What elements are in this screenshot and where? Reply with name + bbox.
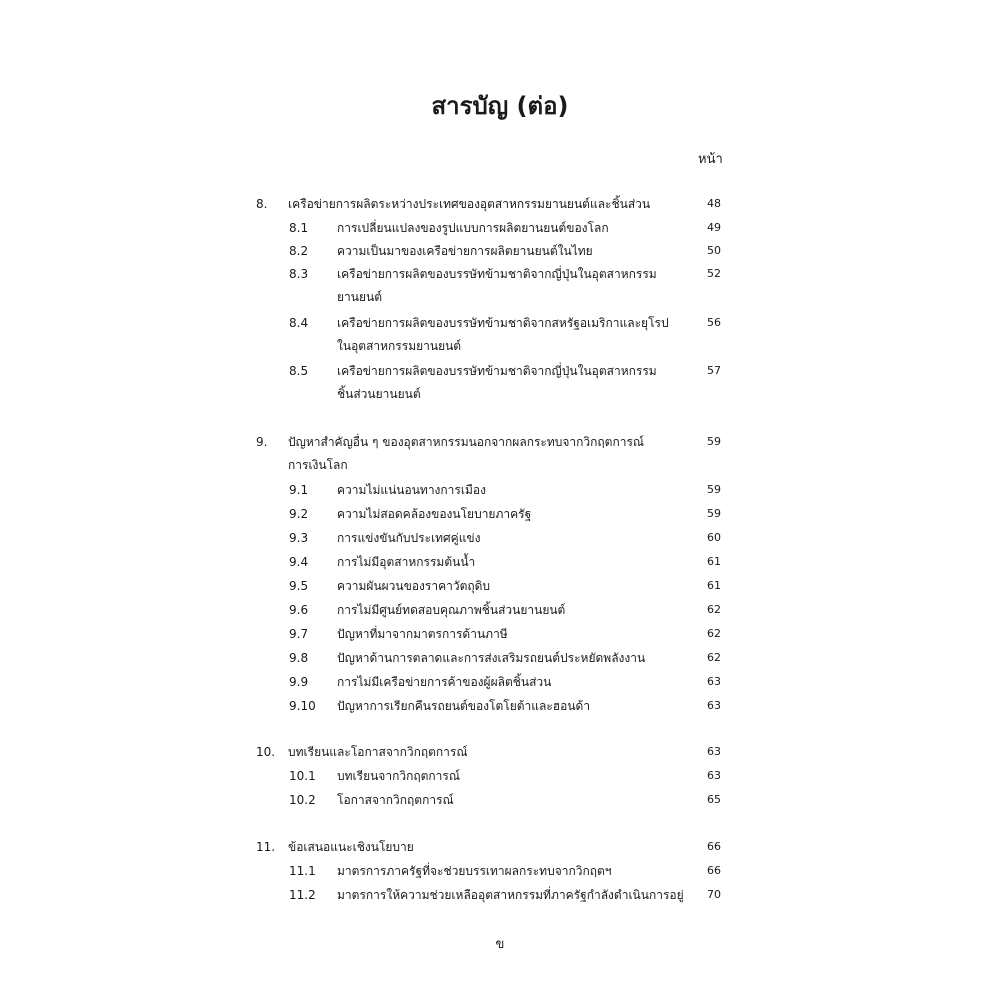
toc-entry-title: มาตรการภาครัฐที่จะช่วยบรรเทาผลกระทบจากวิกฤตฯ <box>337 864 612 878</box>
toc-entry-page: 65 <box>707 793 721 806</box>
toc-entry-title: ความเป็นมาของเครือข่ายการผลิตยานยนต์ในไทย <box>337 244 593 258</box>
toc-entry-number: 9.9 <box>289 675 309 689</box>
toc-entry-line <box>0 647 1000 669</box>
toc-entry-page: 62 <box>707 627 721 640</box>
page-number-footer: ข <box>495 937 505 952</box>
toc-entry-title: ความผันผวนของราคาวัตถุดิบ <box>337 579 491 593</box>
toc-entry-line <box>0 765 1000 787</box>
toc-entry-title: บทเรียนจากวิกฤตการณ์ <box>337 769 460 783</box>
toc-entry-number: 9.8 <box>289 651 309 665</box>
toc-entry-line <box>0 741 1000 763</box>
toc-entry-number: 10.2 <box>289 793 316 807</box>
toc-entry-title: การไม่มีเครือข่ายการค้าของผู้ผลิตชิ้นส่วน <box>337 675 552 689</box>
toc-entry-number: 9.7 <box>289 627 309 641</box>
toc-entry-number: 9.10 <box>289 699 316 713</box>
toc-entry-title: ปัญหาที่มาจากมาตรการด้านภาษี <box>337 627 508 641</box>
toc-entry-title: เครือข่ายการผลิตของบรรษัทข้ามชาติจากญี่ปุ่นในอุตสาหกรรม <box>337 267 657 281</box>
toc-entry-title: การไม่มีศูนย์ทดสอบคุณภาพชิ้นส่วนยานยนต์ <box>337 603 566 617</box>
page-column-header: หน้า <box>698 152 723 167</box>
toc-entry-number: 11.1 <box>289 864 316 878</box>
toc-entry-number: 9.4 <box>289 555 309 569</box>
toc-entry-line <box>0 836 1000 858</box>
toc-entry-page: 57 <box>707 364 721 377</box>
toc-entry-number: 11.2 <box>289 888 316 902</box>
toc-entry-line <box>0 503 1000 525</box>
toc-entry-title: ปัญหาด้านการตลาดและการส่งเสริมรถยนต์ประหยัดพลังงาน <box>337 651 646 665</box>
toc-entry-title: การเงินโลก <box>288 458 348 472</box>
toc-entry-page: 50 <box>707 244 721 257</box>
toc-entry-number: 10. <box>256 745 276 759</box>
toc-entry-page: 61 <box>707 579 721 592</box>
toc-entry-line <box>0 383 1000 405</box>
toc-entry-number: 8.4 <box>289 316 309 330</box>
toc-entry-title: ชิ้นส่วนยานยนต์ <box>337 387 421 401</box>
toc-entry-page: 62 <box>707 603 721 616</box>
toc-entry-page: 60 <box>707 531 721 544</box>
toc-entry-line <box>0 240 1000 262</box>
toc-entry-line <box>0 599 1000 621</box>
toc-entry-line <box>0 695 1000 717</box>
toc-entry-line <box>0 479 1000 501</box>
toc-entry-line <box>0 286 1000 308</box>
toc-entry-page: 48 <box>707 197 721 210</box>
toc-entry-page: 59 <box>707 507 721 520</box>
toc-entry-title: เครือข่ายการผลิตระหว่างประเทศของอุตสาหกรรมยานยนต์และชิ้นส่วน <box>288 197 651 211</box>
toc-entry-page: 63 <box>707 699 721 712</box>
toc-entry-title: ยานยนต์ <box>337 290 382 304</box>
toc-entry-line <box>0 860 1000 882</box>
toc-entry-line <box>0 335 1000 357</box>
toc-entry-number: 9.1 <box>289 483 309 497</box>
toc-entry-number: 8.5 <box>289 364 309 378</box>
toc-entry-line <box>0 312 1000 334</box>
toc-entry-page: 59 <box>707 435 721 448</box>
toc-entry-page: 63 <box>707 675 721 688</box>
toc-entry-line <box>0 575 1000 597</box>
toc-entry-title: การเปลี่ยนแปลงของรูปแบบการผลิตยานยนต์ของโลก <box>337 221 609 235</box>
toc-entry-line <box>0 527 1000 549</box>
toc-entry-page: 63 <box>707 745 721 758</box>
toc-entry-title: ปัญหาการเรียกคืนรถยนต์ของโตโยต้าและฮอนด้า <box>337 699 591 713</box>
toc-entry-line <box>0 789 1000 811</box>
toc-entry-page: 66 <box>707 840 721 853</box>
page-title: สารบัญ (ต่อ) <box>431 92 569 120</box>
toc-entry-number: 9.5 <box>289 579 309 593</box>
toc-entry-title: ความไม่แน่นอนทางการเมือง <box>337 483 486 497</box>
toc-entry-title: โอกาสจากวิกฤตการณ์ <box>337 793 454 807</box>
toc-entry-page: 62 <box>707 651 721 664</box>
toc-entry-title: ปัญหาสำคัญอื่น ๆ ของอุตสาหกรรมนอกจากผลกระทบจากวิกฤตการณ์ <box>288 435 645 449</box>
toc-entry-number: 9.3 <box>289 531 309 545</box>
toc-entry-line <box>0 193 1000 215</box>
toc-entry-line <box>0 454 1000 476</box>
toc-entry-title: เครือข่ายการผลิตของบรรษัทข้ามชาติจากญี่ปุ่นในอุตสาหกรรม <box>337 364 657 378</box>
toc-entry-page: 63 <box>707 769 721 782</box>
toc-entry-title: เครือข่ายการผลิตของบรรษัทข้ามชาติจากสหรัฐอเมริกาและยุโรป <box>337 316 669 330</box>
toc-entry-line <box>0 671 1000 693</box>
toc-entry-line <box>0 884 1000 906</box>
toc-entry-line <box>0 360 1000 382</box>
toc-entry-line <box>0 217 1000 239</box>
toc-entry-number: 11. <box>256 840 276 854</box>
toc-entry-page: 61 <box>707 555 721 568</box>
toc-entry-title: ความไม่สอดคล้องของนโยบายภาครัฐ <box>337 507 532 521</box>
toc-entry-number: 8.3 <box>289 267 309 281</box>
toc-entry-number: 8.2 <box>289 244 309 258</box>
toc-entry-number: 9.2 <box>289 507 309 521</box>
toc-entry-line <box>0 623 1000 645</box>
toc-entry-number: 9.6 <box>289 603 309 617</box>
toc-entry-number: 8.1 <box>289 221 309 235</box>
toc-entry-page: 49 <box>707 221 721 234</box>
toc-entry-page: 52 <box>707 267 721 280</box>
toc-entry-page: 59 <box>707 483 721 496</box>
toc-entry-title: ในอุตสาหกรรมยานยนต์ <box>337 339 462 353</box>
toc-entry-number: 10.1 <box>289 769 316 783</box>
toc-entry-title: บทเรียนและโอกาสจากวิกฤตการณ์ <box>288 745 468 759</box>
toc-entry-line <box>0 551 1000 573</box>
toc-entry-line <box>0 263 1000 285</box>
toc-entry-title: การไม่มีอุตสาหกรรมต้นน้ำ <box>337 555 476 569</box>
toc-entry-page: 70 <box>707 888 721 901</box>
toc-entry-page: 56 <box>707 316 721 329</box>
toc-entry-title: การแข่งขันกับประเทศคู่แข่ง <box>337 531 481 545</box>
toc-entry-page: 66 <box>707 864 721 877</box>
toc-entry-number: 9. <box>256 435 268 449</box>
toc-entry-title: มาตรการให้ความช่วยเหลืออุตสาหกรรมที่ภาครัฐกำลังดำเนินการอยู่ <box>337 888 684 902</box>
toc-entry-title: ข้อเสนอแนะเชิงนโยบาย <box>288 840 414 854</box>
toc-entry-line <box>0 431 1000 453</box>
toc-entry-number: 8. <box>256 197 268 211</box>
